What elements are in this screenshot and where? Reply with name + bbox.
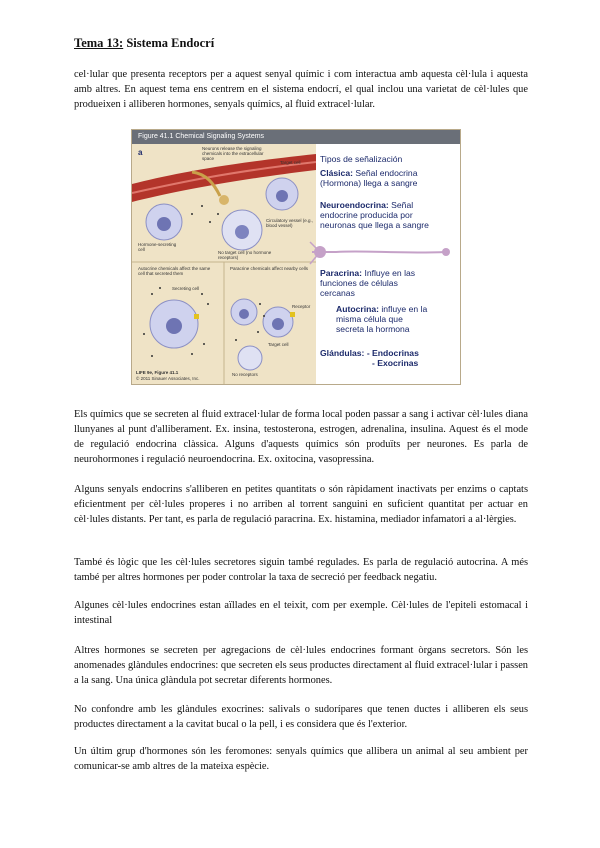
clasica-label: Clásica:	[320, 168, 353, 178]
no-target-label: No target cell (no hormone receptors)	[218, 250, 272, 260]
clasica-line-2: (Hormona) llega a sangre	[320, 178, 418, 188]
autocrine-receptor-marker	[194, 314, 199, 319]
publisher-credit: © 2011 Sinauer Associates, Inc.	[136, 376, 200, 381]
glandulas-label: Glándulas:	[320, 348, 365, 358]
paracrine-target-nucleus	[272, 318, 284, 330]
autocrine-note: Autocrine chemicals affect the same cell that secreted them	[138, 266, 211, 276]
auto-line-3: secreta la hormona	[336, 324, 410, 334]
secreting-cell-small-label: Secreting cell	[172, 286, 200, 291]
target-cell-nucleus	[276, 190, 288, 202]
para-line-3: cercanas	[320, 288, 355, 298]
target-small-label: Target cell	[268, 342, 289, 347]
receptor-marker	[290, 312, 295, 317]
book-credit: LIFE 9e, Figure 41.1	[136, 370, 179, 375]
auto-line-2: misma célula que	[336, 314, 403, 324]
no-target-nucleus	[235, 225, 249, 239]
vessel-label: Circulatory vessel (e.g., blood vessel)	[266, 218, 314, 228]
para-text-1: Influye en las	[364, 268, 416, 278]
page-title	[74, 36, 214, 51]
signaling-illustration	[132, 144, 316, 384]
auto-text-1: influye en la	[381, 304, 428, 314]
figure-illustration-panel	[132, 144, 316, 384]
figure-caption-bar	[132, 130, 460, 144]
topic-title: Sistema Endocrí	[126, 36, 215, 50]
panel-a-letter: a	[138, 148, 143, 157]
paracrine-secreting-nucleus	[239, 309, 249, 319]
secreting-nucleus	[157, 217, 171, 231]
para-line-1	[320, 268, 415, 278]
auto-line-1	[336, 304, 427, 314]
paracrine-no-receptor-cell	[238, 346, 262, 370]
paragraph-4: També és lògic que les cèl·lules secretores siguin també regulades. Es parla de regulació autocrina. A més també per altres hormones per poder controlar la taxa de secreció per feedback negatiu.	[74, 557, 528, 583]
paragraph-8: Un últim grup d'hormones són les feromones: senyals químics que allibera un animal al seu ambient per comunicar-se amb altres de la mateixa espècie.	[74, 746, 528, 772]
paragraph-3: Alguns senyals endocrins s'alliberen en petites quantitats o són ràpidament inactivats per enzims o captats eficientment per cèl·lules properes i no arriben al torrent sanguini en suficient quantitat per actuar en cèl·lules distants. Per tant, es parla de regulació paracrina. Ex. histamina, mediador infamatori a al·lèrgies.	[74, 484, 528, 525]
autocrine-nucleus	[166, 318, 182, 334]
neuro-line-3: neuronas que llega a sangre	[320, 220, 429, 230]
figure-annotation-panel	[316, 144, 460, 384]
glandulas-endocrinas: - Endocrinas	[366, 348, 419, 358]
neuro-label: Neuroendocrina:	[320, 200, 389, 210]
neuro-line-2: endocrine producida por	[320, 210, 413, 220]
glandulas-line-1	[320, 348, 419, 358]
clasica-text-1: Señal endocrina	[355, 168, 418, 178]
receptor-label: Receptor	[292, 304, 311, 309]
paragraph-1: cel·lular que presenta receptors per a aquest senyal químic i com interactua amb aquesta cèl·lula i aquesta amb altres. En aquest tema ens centrem en el sistema endocrí, el qual inclou una varietat de cèl·lules que produeixen i alliberen hormones, senyals químics, al fluid extracel·lular.	[74, 69, 528, 110]
para-line-2: funciones de células	[320, 278, 398, 288]
tipos-title: Tipos de señalización	[320, 154, 403, 164]
neurons-note: Neurons release the signaling chemicals into the extracellular space	[202, 146, 264, 161]
no-receptors-label: No receptors	[232, 372, 258, 377]
chemical-signaling-figure	[131, 129, 461, 385]
target-cell-label: Target cell	[280, 160, 301, 165]
paragraph-7: No confondre amb les glàndules exocrines: salivals o sudorípares que tenen ductes i alliberen els seus productes directament a la cavitat bucal o la pell, i es considera que és l'exterior.	[74, 704, 528, 730]
paracrine-note: Paracrine chemicals affect nearby cells	[230, 266, 308, 271]
paragraph-2: Els químics que se secreten al fluid extracel·lular de forma local poden passar a sang i activar cèl·lules diana llunyanes al punt d'alliberament. Ex. insina, testosterona, estrogen, adrenalina, insulina. Aquest és el mode de regulació endocrina clàssica. Alguns d'aquests químics són produïts per neurones. Es parla de neurohormones i regulació neuroendocrina. Ex. oxitocina, vasopressina.	[74, 409, 528, 465]
topic-number: Tema 13:	[74, 36, 124, 50]
figure-caption: Figure 41.1 Chemical Signaling Systems	[138, 133, 265, 140]
neuro-text-1: Señal	[391, 200, 414, 210]
para-label: Paracrina:	[320, 268, 363, 278]
clasica-line-1	[320, 168, 417, 178]
paragraph-5: Algunes cèl·lules endocrines estan aïllades en el teixit, com per exemple. Cèl·lules de l'epiteli estomacal i intestinal	[74, 600, 528, 626]
neuro-line-1	[320, 200, 413, 210]
neuron-terminal	[219, 195, 229, 205]
neuron-illustration	[306, 232, 460, 272]
secreting-cell-label: Hormone-secreting cell	[138, 242, 177, 252]
paragraph-6: Altres hormones se secreten per agregacions de cèl·lules endocrines formant òrgans secretors. Són les anomenades glàndules endocrines: que secreten els seus productes directament al fluid extracel·lular i passen a la sang. Una única glàndula pot secretar diferents hormones.	[74, 645, 528, 686]
glandulas-line-2: - Exocrinas	[372, 358, 419, 368]
auto-label: Autocrina:	[336, 304, 379, 314]
